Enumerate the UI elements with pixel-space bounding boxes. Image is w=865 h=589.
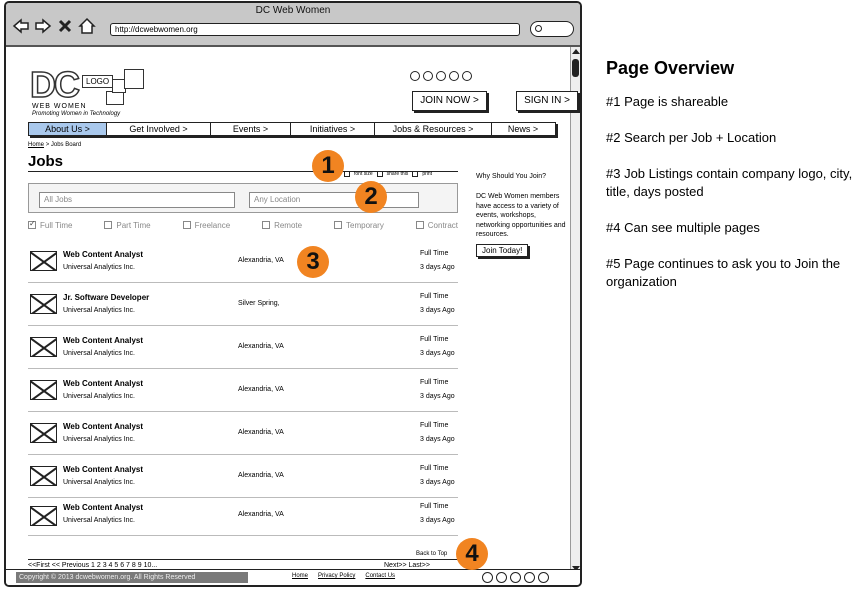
scroll-up-icon[interactable] — [572, 49, 580, 54]
job-location: Alexandria, VA — [238, 429, 284, 436]
job-posted: 3 days Ago — [420, 307, 455, 314]
filter-full-time[interactable] — [28, 221, 72, 230]
back-icon[interactable] — [12, 17, 30, 35]
overview-note: #3 Job Listings contain company logo, city, title, days posted — [606, 166, 853, 199]
job-posted: 3 days Ago — [420, 436, 455, 443]
rss-icon[interactable] — [538, 572, 549, 583]
close-icon[interactable] — [56, 17, 74, 35]
flickr-icon[interactable] — [524, 572, 535, 583]
nav-item-get-involved[interactable]: Get Involved > — [107, 123, 211, 135]
job-location: Alexandria, VA — [238, 343, 284, 350]
join-now-button[interactable]: JOIN NOW > — [412, 91, 487, 111]
job-type: Full Time — [420, 336, 449, 343]
join-sidebar — [476, 173, 568, 258]
job-company: Universal Analytics Inc. — [63, 436, 135, 443]
checkbox-icon[interactable] — [262, 221, 270, 229]
job-posted: 3 days Ago — [420, 350, 455, 357]
facebook-icon[interactable] — [423, 71, 433, 81]
back-to-top-link[interactable]: Back to Top — [416, 551, 448, 557]
job-title[interactable]: Web Content Analyst — [63, 465, 144, 474]
nav-item-about-us[interactable]: About Us > — [29, 123, 107, 135]
logo-square — [124, 69, 144, 89]
job-type: Full Time — [420, 293, 449, 300]
filter-temporary[interactable] — [334, 221, 384, 230]
browser-search-field[interactable] — [530, 21, 574, 37]
job-posted: 3 days Ago — [420, 264, 455, 271]
company-logo-placeholder — [30, 380, 57, 400]
job-location: Alexandria, VA — [238, 472, 284, 479]
social-links — [410, 71, 472, 81]
filter-label: Remote — [274, 221, 303, 230]
company-logo-placeholder — [30, 423, 57, 443]
job-search-panel — [28, 183, 458, 213]
pagination-prev-pages[interactable]: <<First << Previous 1 2 3 4 5 6 7 8 9 10... — [28, 562, 158, 569]
breadcrumb-home-link[interactable]: Home — [28, 142, 45, 148]
nav-item-events[interactable]: Events > — [211, 123, 291, 135]
forward-icon[interactable] — [34, 17, 52, 35]
job-posted: 3 days Ago — [420, 479, 455, 486]
overview-note: #4 Can see multiple pages — [606, 220, 760, 235]
job-location: Alexandria, VA — [238, 511, 284, 518]
scrollbar-thumb[interactable] — [572, 59, 579, 77]
filter-label: Part Time — [116, 221, 151, 230]
nav-item-news[interactable]: News > — [492, 123, 554, 135]
job-title[interactable]: Web Content Analyst — [63, 250, 144, 259]
job-location: Silver Spring, — [238, 300, 280, 307]
job-listing[interactable] — [28, 283, 458, 326]
job-listing[interactable] — [28, 369, 458, 412]
site-logo[interactable] — [30, 64, 155, 117]
job-company: Universal Analytics Inc. — [63, 264, 135, 271]
job-type-filters — [28, 221, 458, 230]
job-company: Universal Analytics Inc. — [63, 393, 135, 400]
flickr-icon[interactable] — [449, 71, 459, 81]
job-title[interactable]: Web Content Analyst — [63, 422, 144, 431]
nav-item-jobs-resources[interactable]: Jobs & Resources > — [375, 123, 492, 135]
job-title[interactable]: Web Content Analyst — [63, 503, 144, 512]
overview-note: #5 Page continues to ask you to Join the organization — [606, 256, 841, 289]
footer-link-privacy[interactable]: Privacy Policy — [318, 573, 356, 579]
copyright-text: Copyright © 2013 dcwebwomen.org. All Rights Reserved — [16, 572, 248, 583]
print-link[interactable]: print — [422, 171, 433, 177]
facebook-icon[interactable] — [496, 572, 507, 583]
page-overview-notes — [606, 58, 861, 309]
location-search-input[interactable]: Any Location — [249, 192, 419, 208]
job-type: Full Time — [420, 379, 449, 386]
job-location: Alexandria, VA — [238, 257, 284, 264]
overview-note: #2 Search per Job + Location — [606, 130, 777, 145]
browser-window — [4, 1, 582, 587]
sidebar-heading: Why Should You Join? — [476, 173, 547, 180]
job-listing[interactable] — [28, 498, 458, 536]
search-icon — [535, 25, 542, 32]
callout-2: 2 — [355, 181, 387, 213]
job-company: Universal Analytics Inc. — [63, 517, 135, 524]
job-company: Universal Analytics Inc. — [63, 479, 135, 486]
browser-nav-buttons — [12, 17, 96, 35]
job-location: Alexandria, VA — [238, 386, 284, 393]
job-posted: 3 days Ago — [420, 393, 455, 400]
font-size-icon[interactable] — [344, 171, 350, 177]
callout-3: 3 — [297, 246, 329, 278]
callout-1: 1 — [312, 150, 344, 182]
checkbox-icon[interactable] — [104, 221, 112, 229]
overview-heading: Page Overview — [606, 58, 735, 78]
print-icon[interactable] — [412, 171, 418, 177]
job-listing[interactable] — [28, 240, 458, 283]
job-listing[interactable] — [28, 455, 458, 498]
footer-links — [292, 573, 395, 579]
job-type: Full Time — [420, 250, 449, 257]
filter-contract[interactable] — [416, 221, 458, 230]
main-nav — [28, 122, 556, 136]
job-listing[interactable] — [28, 326, 458, 369]
window-title: DC Web Women — [255, 5, 331, 16]
linkedin-icon[interactable] — [510, 572, 521, 583]
job-type: Full Time — [420, 422, 449, 429]
footer-social-links — [482, 572, 549, 583]
logo-letters: DC — [30, 64, 78, 105]
job-posted: 3 days Ago — [420, 517, 455, 524]
breadcrumb — [28, 142, 81, 148]
logo-square — [106, 91, 124, 105]
site-footer — [6, 569, 580, 585]
job-type: Full Time — [420, 465, 449, 472]
job-title[interactable]: Jr. Software Developer — [63, 293, 150, 302]
company-logo-placeholder — [30, 466, 57, 486]
nav-item-initiatives[interactable]: Initiatives > — [291, 123, 375, 135]
job-title[interactable]: Web Content Analyst — [63, 336, 144, 345]
home-icon[interactable] — [78, 17, 96, 35]
page-title: Jobs — [28, 153, 64, 170]
sign-in-button[interactable]: SIGN IN > — [516, 91, 578, 111]
job-listing[interactable] — [28, 412, 458, 455]
company-logo-placeholder — [30, 337, 57, 357]
sidebar-body: DC Web Women members have access to a variety of events, workshops, networking opportunities and resources. — [476, 193, 566, 238]
share-icon[interactable] — [377, 171, 383, 177]
callout-4: 4 — [456, 538, 488, 570]
breadcrumb-current: Jobs Board — [50, 142, 82, 148]
page-content — [6, 49, 572, 571]
job-company: Universal Analytics Inc. — [63, 307, 135, 314]
rss-icon[interactable] — [462, 71, 472, 81]
company-logo-placeholder — [30, 294, 57, 314]
job-title[interactable]: Web Content Analyst — [63, 379, 144, 388]
logo-name: WEB WOMEN — [32, 103, 87, 110]
share-link[interactable]: share this — [386, 171, 409, 177]
share-bar — [344, 171, 432, 177]
checkbox-icon[interactable] — [334, 221, 342, 229]
filter-label: Full Time — [40, 221, 73, 230]
checkbox-icon[interactable] — [416, 221, 424, 229]
job-type: Full Time — [420, 503, 449, 510]
filter-label: Freelance — [194, 221, 231, 230]
twitter-icon[interactable] — [482, 572, 493, 583]
company-logo-placeholder — [30, 251, 57, 271]
linkedin-icon[interactable] — [436, 71, 446, 81]
company-logo-placeholder — [30, 506, 57, 526]
font-size-link[interactable]: font size — [354, 171, 373, 177]
checkbox-checked-icon[interactable] — [28, 221, 36, 229]
pagination — [28, 559, 458, 569]
job-company: Universal Analytics Inc. — [63, 350, 135, 357]
job-list — [28, 240, 458, 536]
footer-link-home[interactable]: Home — [292, 573, 309, 579]
pagination-next[interactable]: Next>> Last>> — [384, 562, 430, 569]
checkbox-icon[interactable] — [183, 221, 191, 229]
browser-toolbar — [6, 3, 580, 47]
logo-badge: LOGO — [82, 75, 113, 88]
join-today-button[interactable]: Join Today! — [476, 244, 528, 257]
chevron-right-icon: > — [45, 142, 51, 148]
filter-remote[interactable] — [262, 221, 302, 230]
job-search-input[interactable]: All Jobs — [39, 192, 235, 208]
address-bar[interactable]: http://dcwebwomen.org — [110, 23, 520, 36]
filter-label: Temporary — [346, 221, 384, 230]
twitter-icon[interactable] — [410, 71, 420, 81]
logo-tagline: Promoting Women in Technology — [32, 111, 121, 117]
overview-note: #1 Page is shareable — [606, 94, 729, 109]
filter-label: Contract — [427, 221, 458, 230]
filter-freelance[interactable] — [183, 221, 231, 230]
footer-link-contact[interactable]: Contact Us — [365, 573, 396, 579]
filter-part-time[interactable] — [104, 221, 150, 230]
